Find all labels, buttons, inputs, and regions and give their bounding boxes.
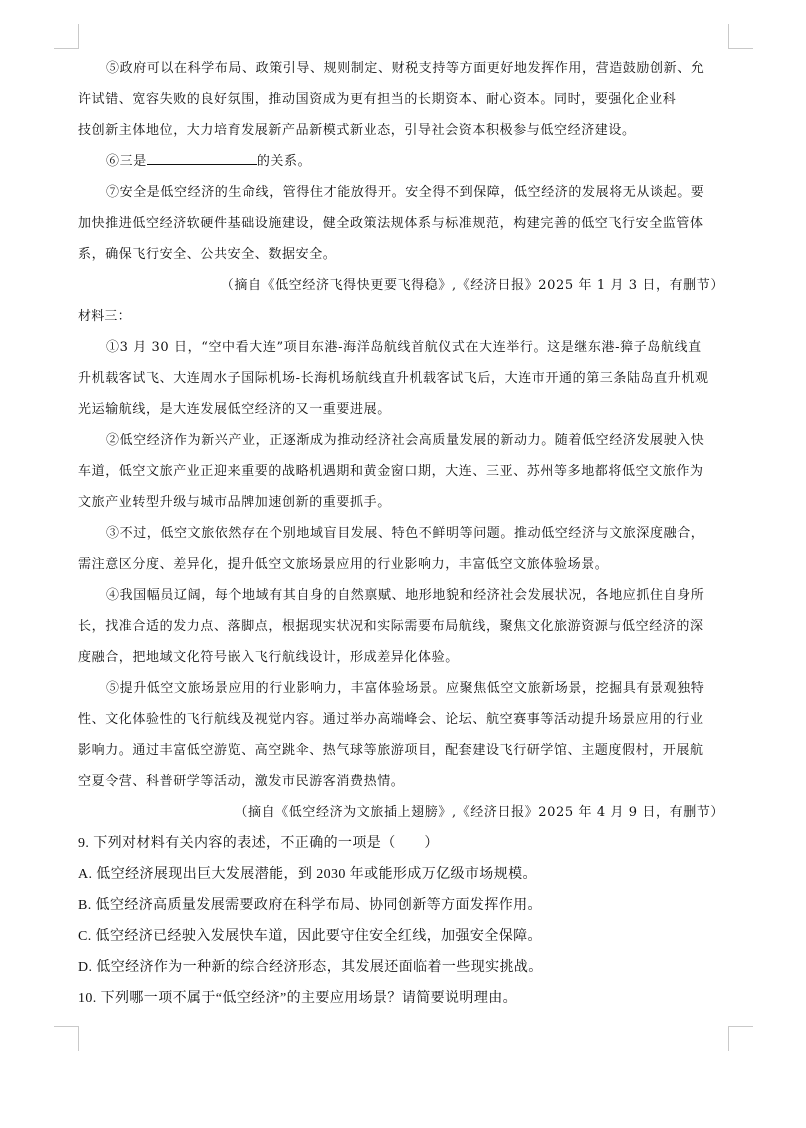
paragraph-m2-6 — [78, 146, 726, 177]
answer-option-b[interactable]: B. 低空经济高质量发展需要政府在科学布局、协同创新等方面发挥作用。 — [78, 898, 542, 913]
paragraph-m3-3 — [78, 518, 726, 580]
text-line: ④我国幅员辽阔，每个地域有其自身的自然禀赋、地形地貌和经济社会发展状况，各地应抓住自身所 — [106, 588, 705, 603]
text-line: 长，找准合适的发力点、落脚点，根据现实状况和实际需要布局航线，聚焦文化旅游资源与低空经济的深 — [78, 619, 704, 634]
text-fragment: ⑥三是 — [106, 154, 147, 169]
paragraph-m3-2 — [78, 425, 726, 518]
question-9 — [78, 828, 726, 983]
paragraph-m2-5 — [78, 53, 726, 146]
text-line: 空夏令营、科普研学等活动，激发市民游客消费热情。 — [78, 774, 405, 789]
answer-option-a[interactable]: A. 低空经济展现出巨大发展潜能，到 2030 年或能形成万亿级市场规模。 — [78, 867, 537, 882]
page-corner-mark-top-left — [54, 24, 79, 49]
source-citation-m2: （摘自《低空经济飞得快更要飞得稳》,《经济日报》2025 年 1 月 3 日，有删节） — [220, 278, 724, 293]
section-heading-material-3: 材料三： — [78, 309, 131, 324]
paragraph-m3-5 — [78, 673, 726, 797]
text-line: 升机载客试飞、大连周水子国际机场-长海机场航线直升机载客试飞后，大连市开通的第三条陆岛直升机观 — [78, 371, 709, 386]
paragraph-m3-1 — [78, 332, 726, 425]
source-citation-m3: （摘自《低空经济为文旅插上翅膀》,《经济日报》2025 年 4 月 9 日，有删节） — [234, 805, 724, 820]
text-line: ⑦安全是低空经济的生命线，管得住才能放得开。安全得不到保障，低空经济的发展将无从谈起。要 — [106, 185, 705, 200]
text-line: 技创新主体地位，大力培育发展新产品新模式新业态，引导社会资本积极参与低空经济建设。 — [78, 123, 636, 138]
text-line: ③不过，低空文旅依然存在个别地域盲目发展、特色不鲜明等问题。推动低空经济与文旅深度融合， — [106, 526, 705, 541]
page-corner-mark-top-right — [728, 24, 753, 49]
text-fragment: 的关系。 — [256, 154, 312, 169]
page-corner-mark-bottom-left — [54, 1026, 79, 1051]
answer-option-c[interactable]: C. 低空经济已经驶入发展快车道，因此要守住安全红线，加强安全保障。 — [78, 929, 542, 944]
text-line: 需注意区分度、差异化，提升低空文旅场景应用的行业影响力，丰富低空文旅体验场景。 — [78, 557, 609, 572]
text-line: 影响力。通过丰富低空游览、高空跳伞、热气球等旅游项目，配套建设飞行研学馆、主题度假村，开展航 — [78, 743, 704, 758]
text-line: 许试错、宽容失败的良好氛围，推动国资成为更有担当的长期资本、耐心资本。同时，要强化企业科 — [78, 92, 677, 107]
text-line: ①3 月 30 日，“空中看大连”项目东港-海洋岛航线首航仪式在大连举行。这是继东港-獐子岛航线直 — [106, 340, 702, 355]
paragraph-m3-4 — [78, 580, 726, 673]
text-line: 性、文化体验性的飞行航线及视觉内容。通过举办高端峰会、论坛、航空赛事等活动提升场景应用的行业 — [78, 712, 704, 727]
text-line: 加快推进低空经济软硬件基础设施建设，健全政策法规体系与标准规范，构建完善的低空飞行安全监管体 — [78, 216, 704, 231]
question-stem: 9. 下列对材料有关内容的表述，不正确的一项是（ ） — [78, 836, 439, 851]
question-10-stem: 10. 下列哪一项不属于“低空经济”的主要应用场景？请简要说明理由。 — [78, 991, 518, 1006]
answer-option-d[interactable]: D. 低空经济作为一种新的综合经济形态，其发展还面临着一些现实挑战。 — [78, 960, 543, 975]
text-line: 度融合，把地域文化符号嵌入飞行航线设计，形成差异化体验。 — [78, 650, 459, 665]
document-body — [78, 53, 726, 1014]
page-corner-mark-bottom-right — [728, 1026, 753, 1051]
paragraph-m2-7 — [78, 177, 726, 270]
text-line: ⑤政府可以在科学布局、政策引导、规则制定、财税支持等方面更好地发挥作用，营造鼓励创新、允 — [106, 61, 705, 76]
text-line: 光运输航线，是大连发展低空经济的又一重要进展。 — [78, 402, 391, 417]
text-line: ②低空经济作为新兴产业，正逐渐成为推动经济社会高质量发展的新动力。随着低空经济发展驶入快 — [106, 433, 705, 448]
text-line: 车道，低空文旅产业正迎来重要的战略机遇期和黄金窗口期，大连、三亚、苏州等多地都将低空文旅作为 — [78, 464, 704, 479]
answer-blank[interactable] — [147, 150, 257, 165]
text-line: ⑤提升低空文旅场景应用的行业影响力，丰富体验场景。应聚焦低空文旅新场景，挖掘具有景观独特 — [106, 681, 705, 696]
text-line: 文旅产业转型升级与城市品牌加速创新的重要抓手。 — [78, 495, 391, 510]
text-line: 系，确保飞行安全、公共安全、数据安全。 — [78, 247, 337, 262]
